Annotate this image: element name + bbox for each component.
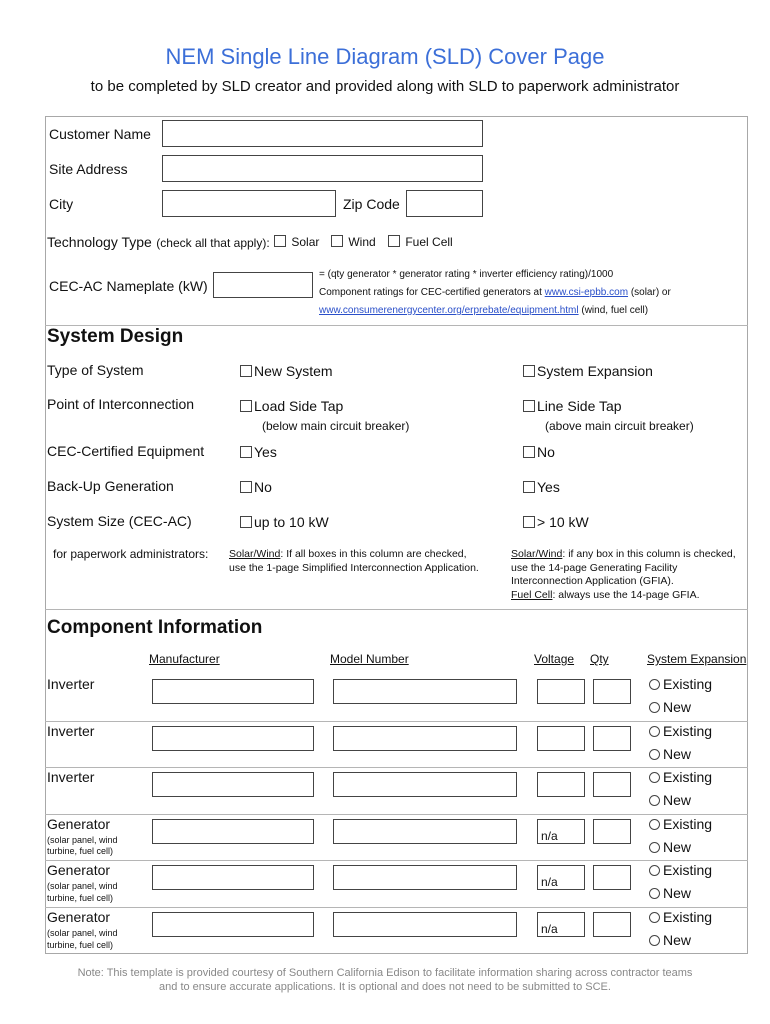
component-row-label: Inverter [47,769,95,786]
city-field[interactable] [162,190,336,217]
manufacturer-field[interactable] [152,679,314,704]
option-existing[interactable]: Existing [649,769,712,785]
row-divider [45,860,748,861]
technology-option-solar[interactable]: Solar [274,235,319,249]
city-label: City [49,196,74,212]
component-row-sublabel: (solar panel, wind turbine, fuel cell) [47,834,118,857]
col-header-manufacturer: Manufacturer [149,652,220,666]
model-number-field[interactable] [333,726,517,751]
component-row-label: Generator [47,862,111,879]
existing-radio[interactable] [649,819,660,830]
qty-field[interactable] [593,679,631,704]
existing-radio[interactable] [649,679,660,690]
col-header-model-number: Model Number [330,652,409,666]
new-radio[interactable] [649,702,660,713]
customer-name-field[interactable] [162,120,483,147]
qty-field[interactable] [593,865,631,890]
option-existing[interactable]: Existing [649,816,712,832]
option-backup-yes[interactable]: Yes [523,479,560,495]
option-new[interactable]: New [649,839,691,855]
consumer-energy-center-link[interactable]: www.consumerenergycenter.org/erprebate/equipment.html [319,305,579,316]
component-row-sublabel: (solar panel, wind turbine, fuel cell) [47,881,118,903]
qty-field[interactable] [593,772,631,797]
option-new[interactable]: New [649,699,691,715]
model-number-field[interactable] [333,772,517,797]
option-system-expansion[interactable]: System Expansion [523,363,653,379]
back-up-generation-label: Back-Up Generation [47,478,174,494]
option-new[interactable]: New [649,932,691,948]
option-over-10kw[interactable]: > 10 kW [523,514,589,530]
existing-radio[interactable] [649,772,660,783]
load-side-tap-checkbox[interactable] [240,400,252,412]
component-info-heading: Component Information [47,617,263,638]
point-of-interconnection-label: Point of Interconnection [47,396,195,412]
wind-checkbox[interactable] [331,235,343,247]
technology-type-row [47,234,270,252]
cec-certified-equipment-label: CEC-Certified Equipment [47,443,205,459]
section-divider [45,609,748,610]
footer-note-line1: Note: This template is provided courtesy of Southern California Edison to facilitate information sharing across contractor teams [77,967,693,979]
manufacturer-field[interactable] [152,726,314,751]
technology-option-wind[interactable]: Wind [331,235,376,249]
option-line-side-tap[interactable]: Line Side Tap [523,398,622,414]
voltage-field[interactable]: n/a [537,819,585,844]
col-header-voltage: Voltage [534,652,575,666]
option-new-system[interactable]: New System [240,363,333,379]
backup-yes-checkbox[interactable] [523,481,535,493]
row-divider [45,814,748,815]
up-to-10kw-checkbox[interactable] [240,516,252,528]
technology-type-label: Technology Type [47,234,152,250]
admin-right-note: Solar/Wind: if any box in this column is checked, use the 14-page Generating Facility Interconnection Application (GFIA). Fuel Cell: always use the 14-page GFIA. [511,548,736,601]
nameplate-field[interactable] [213,272,313,298]
option-cec-yes[interactable]: Yes [240,444,277,460]
qty-field[interactable] [593,819,631,844]
option-new[interactable]: New [649,885,691,901]
type-of-system-label: Type of System [47,362,144,378]
model-number-field[interactable] [333,865,517,890]
site-address-field[interactable] [162,155,483,182]
new-radio[interactable] [649,935,660,946]
voltage-field[interactable] [537,726,585,751]
model-number-field[interactable] [333,819,517,844]
option-backup-no[interactable]: No [240,479,272,495]
zip-code-label: Zip Code [343,196,400,212]
option-existing[interactable]: Existing [649,723,712,739]
zip-code-field[interactable] [406,190,483,217]
manufacturer-field[interactable] [152,865,314,890]
option-load-side-tap[interactable]: Load Side Tap [240,398,343,414]
qty-field[interactable] [593,912,631,937]
nameplate-ratings-line: Component ratings for CEC-certified generators at www.csi-epbb.com (solar) or [319,287,671,298]
col-header-qty: Qty [590,652,609,666]
page-subtitle: to be completed by SLD creator and provided along with SLD to paperwork administrator [90,78,680,95]
cec-no-checkbox[interactable] [523,446,535,458]
option-existing[interactable]: Existing [649,909,712,925]
voltage-field[interactable]: n/a [537,865,585,890]
option-existing[interactable]: Existing [649,862,712,878]
component-row-label: Inverter [47,676,95,692]
manufacturer-field[interactable] [152,819,314,844]
component-row-label: Generator [47,909,111,925]
system-design-heading: System Design [47,326,184,347]
component-row-sublabel: (solar panel, wind turbine, fuel cell) [47,928,118,950]
line-side-tap-note: (above main circuit breaker) [545,419,694,433]
nameplate-formula: = (qty generator * generator rating * inverter efficiency rating)/1000 [319,269,614,280]
voltage-field[interactable] [537,679,585,704]
footer-note-line2: and to ensure accurate applications. It is optional and does not need to be submitted to SCE. [159,981,611,993]
admin-label: for paperwork administrators: [53,547,209,561]
row-divider [45,767,748,768]
technology-option-fuel-cell[interactable]: Fuel Cell [388,235,453,249]
model-number-field[interactable] [333,912,517,937]
option-existing[interactable]: Existing [649,676,712,692]
new-radio[interactable] [649,795,660,806]
nameplate-link-line: www.consumerenergycenter.org/erprebate/equipment.html (wind, fuel cell) [319,305,649,316]
new-radio[interactable] [649,842,660,853]
cec-yes-checkbox[interactable] [240,446,252,458]
option-new[interactable]: New [649,746,691,762]
page-title: NEM Single Line Diagram (SLD) Cover Page [165,44,605,69]
system-expansion-checkbox[interactable] [523,365,535,377]
customer-name-label: Customer Name [49,126,151,142]
system-size-label: System Size (CEC-AC) [47,513,192,529]
new-radio[interactable] [649,749,660,760]
existing-radio[interactable] [649,912,660,923]
solar-checkbox[interactable] [274,235,286,247]
voltage-field[interactable]: n/a [537,912,585,937]
existing-radio[interactable] [649,865,660,876]
line-side-tap-checkbox[interactable] [523,400,535,412]
voltage-field[interactable] [537,772,585,797]
over-10kw-checkbox[interactable] [523,516,535,528]
manufacturer-field[interactable] [152,772,314,797]
existing-radio[interactable] [649,726,660,737]
component-row-label: Generator [47,815,111,832]
csi-epbb-link[interactable]: www.csi-epbb.com [544,287,629,298]
site-address-label: Site Address [49,161,128,177]
new-system-checkbox[interactable] [240,365,252,377]
nameplate-label: CEC-AC Nameplate (kW) [49,278,208,294]
component-row-label: Inverter [47,722,95,739]
new-radio[interactable] [649,888,660,899]
backup-no-checkbox[interactable] [240,481,252,493]
model-number-field[interactable] [333,679,517,704]
col-header-system-expansion: System Expansion [647,652,747,666]
row-divider [45,721,748,722]
manufacturer-field[interactable] [152,912,314,937]
qty-field[interactable] [593,726,631,751]
fuel-cell-checkbox[interactable] [388,235,400,247]
row-divider [45,907,748,908]
load-side-tap-note: (below main circuit breaker) [262,419,410,433]
option-up-to-10kw[interactable]: up to 10 kW [240,514,329,530]
option-cec-no[interactable]: No [523,444,555,460]
option-new[interactable]: New [649,792,691,808]
technology-type-hint: (check all that apply): [156,236,270,250]
admin-left-note: Solar/Wind: If all boxes in this column are checked, use the 1-page Simplified Interconnection Application. [229,548,479,574]
